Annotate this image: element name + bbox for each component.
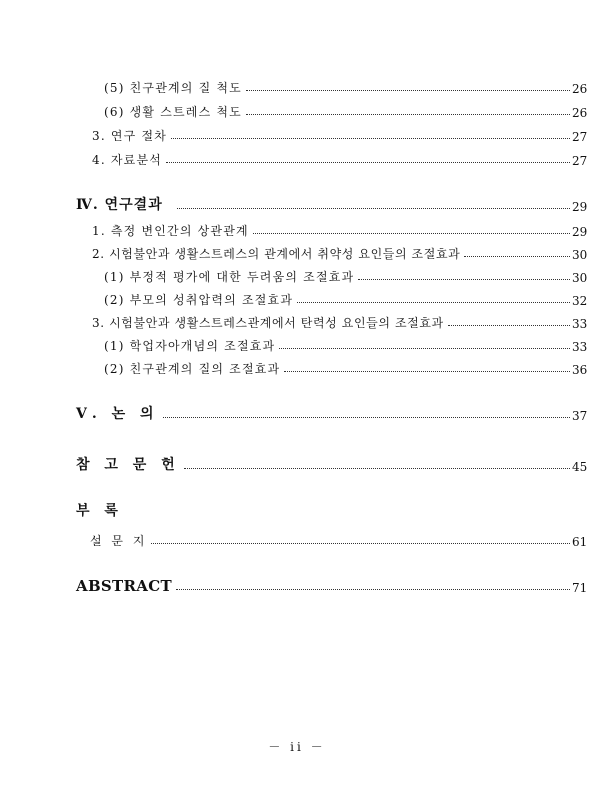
toc-entry-page: 26 — [572, 82, 588, 96]
toc-chapter-label: Ⅳ. 연구결과 — [76, 197, 163, 213]
toc-entry-label: 3. 시험불안과 생활스트레스관계에서 탄력성 요인들의 조절효과 — [92, 316, 444, 330]
dot-leader — [166, 161, 570, 163]
toc-entry-page: 37 — [572, 409, 588, 423]
dot-leader — [184, 467, 570, 469]
dot-leader — [297, 301, 570, 303]
toc-entry[interactable] — [0, 242, 594, 262]
toc-entry-label: (1) 학업자아개념의 조절효과 — [104, 339, 276, 353]
toc-entry[interactable] — [0, 357, 594, 377]
dot-leader — [171, 137, 570, 139]
toc-entry-label: 3. 연구 절차 — [92, 129, 168, 143]
toc-entry[interactable] — [0, 100, 594, 120]
toc-chapter-entry[interactable] — [0, 194, 594, 214]
toc-chapter-label: ABSTRACT — [76, 577, 172, 595]
toc-entry[interactable] — [0, 124, 594, 144]
dot-leader — [177, 207, 570, 209]
page-number-footer: － ii － — [268, 740, 326, 754]
dot-leader — [176, 588, 570, 590]
dot-leader — [246, 89, 570, 91]
dot-leader — [279, 347, 570, 349]
toc-entry-label: 4. 자료분석 — [92, 153, 163, 167]
toc-entry-page: 26 — [572, 106, 588, 120]
toc-entry-page: 29 — [572, 225, 588, 239]
toc-entry-page: 36 — [572, 363, 588, 377]
toc-entry-label: (5) 친구관계의 질 척도 — [104, 81, 242, 95]
toc-entry-page: 45 — [572, 460, 588, 474]
toc-entry-page: 33 — [572, 340, 588, 354]
toc-chapter-label: Ⅴ. 논 의 — [76, 406, 159, 422]
toc-entry[interactable] — [0, 265, 594, 285]
toc-entry-page: 29 — [572, 200, 588, 214]
toc-entry-page: 27 — [572, 130, 588, 144]
toc-entry-label: 1. 측정 변인간의 상관관계 — [92, 224, 249, 238]
toc-entry[interactable] — [0, 288, 594, 308]
toc-entry-label: (1) 부정적 평가에 대한 두려움의 조절효과 — [104, 270, 355, 284]
toc-chapter-heading — [0, 500, 594, 520]
dot-leader — [246, 113, 570, 115]
toc-entry-label: (2) 부모의 성취압력의 조절효과 — [104, 293, 294, 307]
dot-leader — [448, 324, 570, 326]
dot-leader — [284, 370, 570, 372]
toc-entry[interactable] — [0, 76, 594, 96]
toc-chapter-label: 부 록 — [76, 503, 123, 519]
toc-chapter-label: 참 고 문 헌 — [76, 457, 180, 473]
toc-entry-label: (2) 친구관계의 질의 조절효과 — [104, 362, 281, 376]
toc-chapter-entry[interactable] — [0, 575, 594, 595]
toc-entry-page: 61 — [572, 535, 588, 549]
toc-entry-page: 27 — [572, 154, 588, 168]
toc-chapter-entry[interactable] — [0, 454, 594, 474]
toc-entry-page: 71 — [572, 581, 588, 595]
dot-leader — [464, 255, 570, 257]
toc-entry[interactable] — [0, 219, 594, 239]
dot-leader — [163, 416, 570, 418]
toc-entry-label: 2. 시험불안과 생활스트레스의 관계에서 취약성 요인들의 조절효과 — [92, 247, 461, 261]
dot-leader — [151, 542, 570, 544]
toc-entry-page: 30 — [572, 248, 588, 262]
toc-entry-page: 30 — [572, 271, 588, 285]
toc-entry-label: 설 문 지 — [90, 534, 148, 548]
toc-entry-label: (6) 생활 스트레스 척도 — [104, 105, 242, 119]
toc-entry-page: 33 — [572, 317, 588, 331]
toc-entry[interactable] — [0, 529, 594, 549]
toc-entry[interactable] — [0, 334, 594, 354]
toc-entry-page: 32 — [572, 294, 588, 308]
toc-entry[interactable] — [0, 311, 594, 331]
dot-leader — [253, 232, 570, 234]
toc-entry[interactable] — [0, 148, 594, 168]
toc-chapter-entry[interactable] — [0, 403, 594, 423]
dot-leader — [358, 278, 570, 280]
